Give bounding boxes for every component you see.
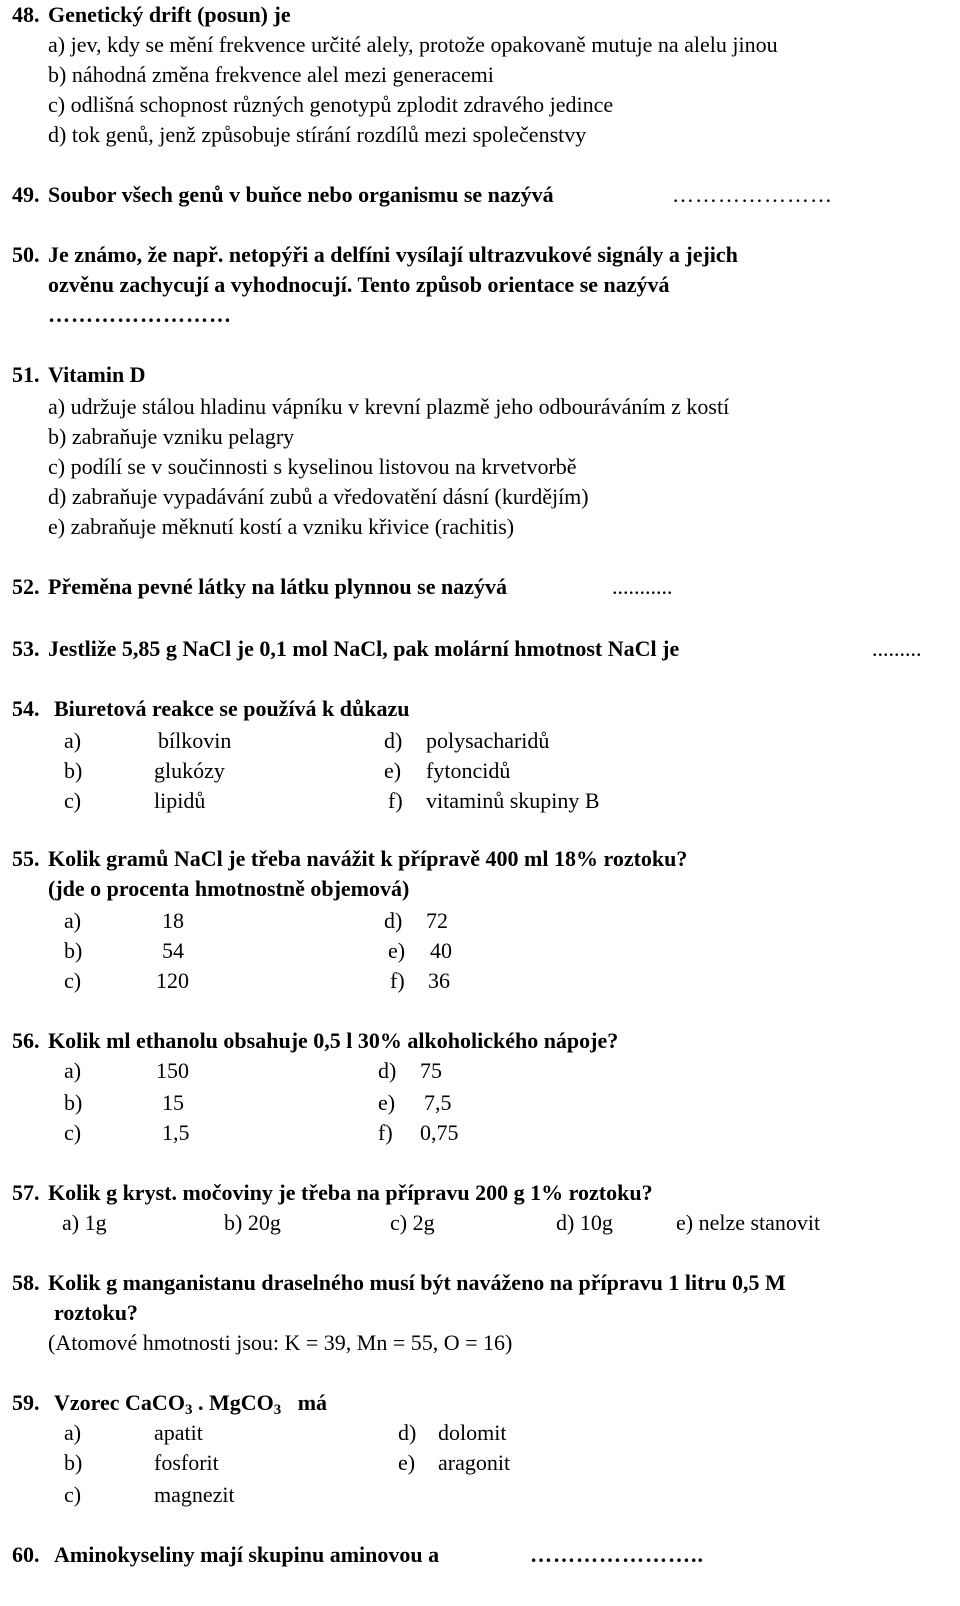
q59-sub-a: 3 xyxy=(184,1402,193,1418)
q55-number: 55. xyxy=(12,846,40,871)
q51-option-c: c) podílí se v součinnosti s kyselinou listovou na krvetvorbě xyxy=(48,454,577,479)
q48-option-a: a) jev, kdy se mění frekvence určité alely, protože opakovaně mutuje na alelu jinou xyxy=(48,32,778,57)
q54-option-f-letter: f) xyxy=(388,788,403,813)
q56-option-d-letter: d) xyxy=(378,1058,397,1083)
q55-option-c-letter: c) xyxy=(64,968,82,993)
q57-option-a: a) 1g xyxy=(62,1210,107,1235)
q55-option-d-text: 72 xyxy=(426,908,448,933)
q56-option-c-letter: c) xyxy=(64,1120,82,1145)
q56-option-b-text: 15 xyxy=(162,1090,184,1115)
q55-option-a-text: 18 xyxy=(162,908,184,933)
q59-title-b: . MgCO xyxy=(192,1390,274,1415)
q59-title-a: Vzorec CaCO xyxy=(54,1390,185,1415)
q54-option-b-letter: b) xyxy=(64,758,83,783)
q59-option-e-text: aragonit xyxy=(438,1450,511,1475)
q49-text: Soubor všech genů v buňce nebo organismu se nazývá xyxy=(48,182,554,207)
q59-title xyxy=(54,1390,327,1416)
q48-option-b: b) náhodná změna frekvence alel mezi generacemi xyxy=(48,62,494,87)
q56-option-d-text: 75 xyxy=(420,1058,442,1083)
q48-number: 48. xyxy=(12,2,40,27)
q54-number: 54. xyxy=(12,696,40,721)
q50-line1: Je známo, že např. netopýři a delfíni vysílají ultrazvukové signály a jejich xyxy=(48,242,738,267)
q55-option-b-text: 54 xyxy=(162,938,184,963)
q58-atomic-weights: (Atomové hmotnosti jsou: K = 39, Mn = 55, O = 16) xyxy=(48,1330,513,1355)
q56-option-a-letter: a) xyxy=(64,1058,82,1083)
q54-option-f-text: vitaminů skupiny B xyxy=(426,788,600,813)
q49-blank: ………………… xyxy=(672,182,833,207)
q55-option-e-text: 40 xyxy=(430,938,452,963)
q50-line2: ozvěnu zachycují a vyhodnocují. Tento způsob orientace se nazývá xyxy=(48,272,670,297)
q52-blank: ........... xyxy=(612,574,673,599)
q53-text: Jestliže 5,85 g NaCl je 0,1 mol NaCl, pak molární hmotnost NaCl je xyxy=(48,636,680,661)
q56-option-e-letter: e) xyxy=(378,1090,396,1115)
q57-option-d: d) 10g xyxy=(556,1210,613,1235)
q54-title: Biuretová reakce se používá k důkazu xyxy=(54,696,410,721)
q54-option-d-text: polysacharidů xyxy=(426,728,550,753)
q59-option-d-letter: d) xyxy=(398,1420,417,1445)
q58-line2: roztoku? xyxy=(54,1300,138,1325)
q50-number: 50. xyxy=(12,242,40,267)
q51-number: 51. xyxy=(12,362,40,387)
q57-option-c: c) 2g xyxy=(390,1210,435,1235)
q48-title: Genetický drift (posun) je xyxy=(48,2,291,27)
q57-option-e: e) nelze stanovit xyxy=(676,1210,821,1235)
q59-option-e-letter: e) xyxy=(398,1450,416,1475)
q49-number: 49. xyxy=(12,182,40,207)
q59-option-c-letter: c) xyxy=(64,1482,82,1507)
q56-title: Kolik ml ethanolu obsahuje 0,5 l 30% alkoholického nápoje? xyxy=(48,1028,619,1053)
q55-option-a-letter: a) xyxy=(64,908,82,933)
q59-option-d-text: dolomit xyxy=(438,1420,507,1445)
q51-option-e: e) zabraňuje měknutí kostí a vzniku křivice (rachitis) xyxy=(48,514,515,539)
q59-title-c: má xyxy=(281,1390,328,1415)
q56-option-a-text: 150 xyxy=(156,1058,189,1083)
q59-option-a-letter: a) xyxy=(64,1420,82,1445)
q59-sub-b: 3 xyxy=(273,1402,282,1418)
q53-blank: ......... xyxy=(872,636,922,661)
q59-option-c-text: magnezit xyxy=(154,1482,235,1507)
q60-text: Aminokyseliny mají skupinu aminovou a xyxy=(54,1542,440,1567)
q59-number: 59. xyxy=(12,1390,40,1415)
q52-text: Přeměna pevné látky na látku plynnou se nazývá xyxy=(48,574,507,599)
q54-option-d-letter: d) xyxy=(384,728,403,753)
q55-option-b-letter: b) xyxy=(64,938,83,963)
q55-line2: (jde o procenta hmotnostně objemová) xyxy=(48,876,410,901)
q51-option-a: a) udržuje stálou hladinu vápníku v krevní plazmě jeho odbouráváním z kostí xyxy=(48,394,730,419)
q51-title: Vitamin D xyxy=(48,362,146,387)
q58-number: 58. xyxy=(12,1270,40,1295)
q56-option-e-text: 7,5 xyxy=(424,1090,452,1115)
q56-option-c-text: 1,5 xyxy=(162,1120,190,1145)
q57-number: 57. xyxy=(12,1180,40,1205)
q54-option-e-letter: e) xyxy=(384,758,402,783)
q55-option-f-letter: f) xyxy=(390,968,405,993)
q54-option-a-text: bílkovin xyxy=(158,728,232,753)
q60-blank: ………………….. xyxy=(530,1542,704,1567)
q59-option-b-text: fosforit xyxy=(154,1450,219,1475)
q54-option-c-letter: c) xyxy=(64,788,82,813)
q55-line1: Kolik gramů NaCl je třeba navážit k přípravě 400 ml 18% roztoku? xyxy=(48,846,688,871)
q57-title: Kolik g kryst. močoviny je třeba na přípravu 200 g 1% roztoku? xyxy=(48,1180,653,1205)
q55-option-c-text: 120 xyxy=(156,968,189,993)
q54-option-c-text: lipidů xyxy=(154,788,206,813)
q60-number: 60. xyxy=(12,1542,40,1567)
q55-option-f-text: 36 xyxy=(428,968,450,993)
q54-option-b-text: glukózy xyxy=(154,758,225,783)
q54-option-e-text: fytoncidů xyxy=(426,758,511,783)
q51-option-d: d) zabraňuje vypadávání zubů a vředovatění dásní (kurdějím) xyxy=(48,484,589,509)
q48-option-d: d) tok genů, jenž způsobuje stírání rozdílů mezi společenstvy xyxy=(48,122,587,147)
q48-option-c: c) odlišná schopnost různých genotypů zplodit zdravého jedince xyxy=(48,92,614,117)
q51-option-b: b) zabraňuje vzniku pelagry xyxy=(48,424,295,449)
q57-option-b: b) 20g xyxy=(224,1210,281,1235)
q59-option-b-letter: b) xyxy=(64,1450,83,1475)
q54-option-a-letter: a) xyxy=(64,728,82,753)
q58-line1: Kolik g manganistanu draselného musí být naváženo na přípravu 1 litru 0,5 M xyxy=(48,1270,786,1295)
q53-number: 53. xyxy=(12,636,40,661)
q56-option-f-letter: f) xyxy=(378,1120,393,1145)
q55-option-d-letter: d) xyxy=(384,908,403,933)
q56-option-b-letter: b) xyxy=(64,1090,83,1115)
q50-blank: …………………… xyxy=(48,302,232,327)
q56-number: 56. xyxy=(12,1028,40,1053)
q52-number: 52. xyxy=(12,574,40,599)
q55-option-e-letter: e) xyxy=(388,938,406,963)
q59-option-a-text: apatit xyxy=(154,1420,203,1445)
q56-option-f-text: 0,75 xyxy=(420,1120,459,1145)
